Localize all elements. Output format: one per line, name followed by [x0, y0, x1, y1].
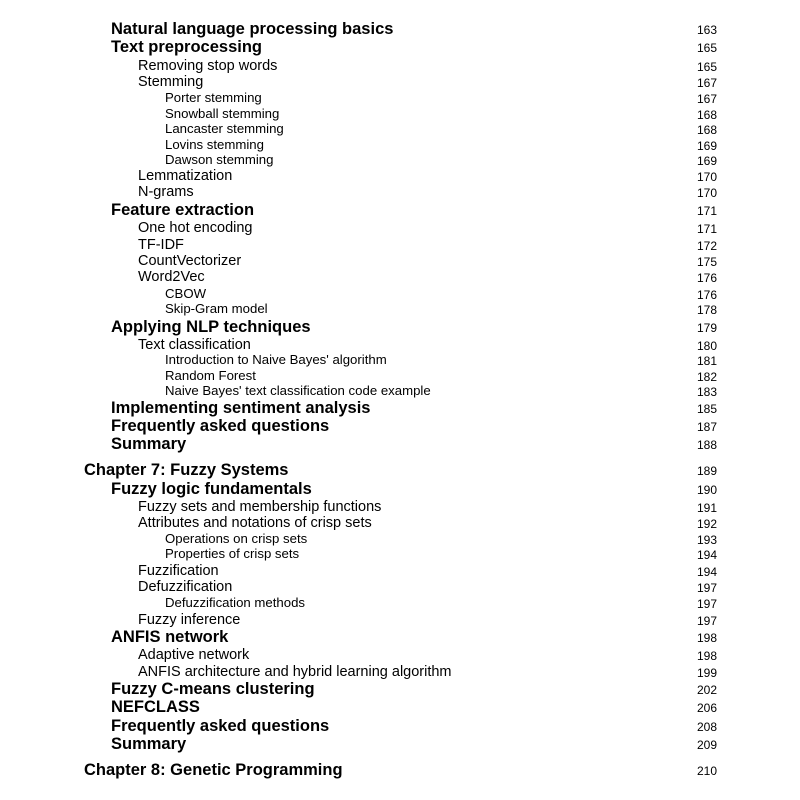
toc-page-number: 170 [696, 170, 717, 184]
toc-entry-title: Fuzzy C-means clustering [111, 680, 315, 698]
toc-page-number: 202 [696, 683, 717, 697]
toc-entry-title: Fuzzy sets and membership functions [138, 499, 382, 515]
toc-page-number: 179 [696, 321, 717, 335]
toc-entry-title: Summary [111, 435, 187, 453]
toc-page-number: 176 [696, 288, 717, 302]
toc-page-number: 193 [696, 533, 717, 547]
toc-entry-title: ANFIS architecture and hybrid learning algorithm [138, 664, 452, 680]
toc-entry-title: Frequently asked questions [111, 417, 330, 435]
toc-page-number: 194 [696, 565, 717, 579]
toc-page-number: 172 [696, 239, 717, 253]
toc-page-number: 167 [696, 92, 717, 106]
toc-entry-title: One hot encoding [138, 220, 253, 236]
toc-entry-title: Stemming [138, 74, 204, 90]
toc-page-number: 188 [696, 438, 717, 452]
toc-entry-title: Chapter 8: Genetic Programming [84, 761, 343, 779]
toc-page-number: 176 [696, 271, 717, 285]
toc-entry-title: Operations on crisp sets [165, 531, 308, 546]
toc-page-number: 163 [696, 23, 717, 37]
toc-page-number: 210 [696, 764, 717, 778]
toc-page-number: 165 [696, 60, 717, 74]
toc-entry-title: Defuzzification [138, 579, 233, 595]
toc-entry-title: NEFCLASS [111, 698, 200, 716]
toc-page-number: 183 [696, 385, 717, 399]
toc-entry-title: CBOW [165, 286, 207, 301]
toc-entry-title: Snowball stemming [165, 106, 280, 121]
toc-entry-title: Applying NLP techniques [111, 318, 311, 336]
toc-entry-title: TF-IDF [138, 237, 184, 253]
toc-entry-title: Random Forest [165, 368, 256, 383]
toc-page-number: 171 [696, 204, 717, 218]
toc-entry-title: Lemmatization [138, 168, 233, 184]
toc-entry-title: Fuzzy inference [138, 612, 241, 628]
toc-page-number: 208 [696, 720, 717, 734]
toc-page-number: 169 [696, 154, 717, 168]
toc-page-number: 197 [696, 614, 717, 628]
toc-page-number: 180 [696, 339, 717, 353]
toc-page-number: 185 [696, 402, 717, 416]
toc-page-number: 199 [696, 666, 717, 680]
toc-page-number: 189 [696, 464, 717, 478]
toc-entry-title: N-grams [138, 184, 194, 200]
toc-entry-title: Introduction to Naive Bayes' algorithm [165, 352, 387, 367]
toc-entry-title: CountVectorizer [138, 253, 242, 269]
toc-entry-title: Word2Vec [138, 269, 205, 285]
toc-page-number: 178 [696, 303, 717, 317]
toc-page-number: 198 [696, 649, 717, 663]
toc-entry-title: Implementing sentiment analysis [111, 399, 371, 417]
toc-entry-title: Frequently asked questions [111, 717, 330, 735]
toc-page-number: 194 [696, 548, 717, 562]
toc-entry-title: Porter stemming [165, 90, 262, 105]
toc-entry-title: Dawson stemming [165, 152, 274, 167]
toc-page-number: 169 [696, 139, 717, 153]
toc-entry-title: Attributes and notations of crisp sets [138, 515, 372, 531]
toc-entry-title: Feature extraction [111, 201, 255, 219]
toc-page-number: 209 [696, 738, 717, 752]
toc-page-number: 197 [696, 581, 717, 595]
toc-entry-title: Lancaster stemming [165, 121, 284, 136]
toc-page-number: 192 [696, 517, 717, 531]
toc-entry-title: Defuzzification methods [165, 595, 306, 610]
toc-page-number: 170 [696, 186, 717, 200]
toc-entry-title: Naive Bayes' text classification code example [165, 383, 431, 398]
toc-entry-title: Text preprocessing [111, 38, 262, 56]
toc-entry-title: Chapter 7: Fuzzy Systems [84, 461, 289, 479]
toc-page-number: 187 [696, 420, 717, 434]
toc-entry-title: ANFIS network [111, 628, 229, 646]
toc-entry-title: Summary [111, 735, 187, 753]
toc-page-number: 168 [696, 123, 717, 137]
toc-entry-title: Properties of crisp sets [165, 546, 300, 561]
toc-page-number: 182 [696, 370, 717, 384]
toc-entry-title: Removing stop words [138, 58, 278, 74]
toc-entry-title: Adaptive network [138, 647, 250, 663]
toc-page-number: 168 [696, 108, 717, 122]
toc-entry-title: Skip-Gram model [165, 301, 268, 316]
toc-entry-title: Natural language processing basics [111, 20, 394, 38]
toc-page-number: 181 [696, 354, 717, 368]
toc-page-number: 191 [696, 501, 717, 515]
toc-page-number: 167 [696, 76, 717, 90]
toc-page-number: 190 [696, 483, 717, 497]
toc-page-number: 197 [696, 597, 717, 611]
toc-entry-title: Fuzzification [138, 563, 219, 579]
toc-page-number: 198 [696, 631, 717, 645]
toc-page-number: 175 [696, 255, 717, 269]
toc-entry-title: Lovins stemming [165, 137, 264, 152]
toc-page-number: 206 [696, 701, 717, 715]
toc-entry-title: Fuzzy logic fundamentals [111, 480, 312, 498]
toc-page-number: 171 [696, 222, 717, 236]
toc-page-number: 165 [696, 41, 717, 55]
toc-entry-title: Text classification [138, 337, 251, 353]
